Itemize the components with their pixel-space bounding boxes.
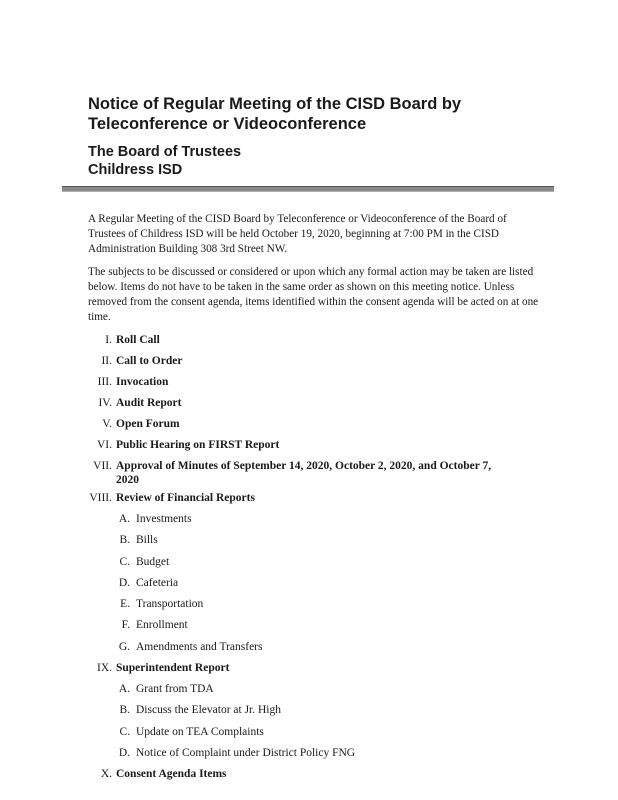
agenda-subitem-label: Cafeteria bbox=[136, 576, 179, 589]
agenda-item-number: X. bbox=[100, 768, 112, 781]
agenda-subitem-label: Enrollment bbox=[136, 619, 188, 632]
agenda-subitem-letter: G. bbox=[118, 640, 130, 653]
agenda-subitem-label: Notice of Complaint under District Policy FNG bbox=[136, 746, 356, 759]
agenda-subitem bbox=[0, 512, 618, 530]
agenda-item-number: I. bbox=[105, 334, 112, 346]
agenda-item-number: III. bbox=[97, 376, 112, 388]
agenda-subitem-letter: D. bbox=[118, 746, 130, 759]
agenda-item-label: Roll Call bbox=[116, 334, 160, 346]
agenda-item bbox=[0, 417, 618, 435]
agenda-item bbox=[0, 375, 618, 393]
agenda-list bbox=[0, 333, 618, 788]
agenda-subitem bbox=[0, 640, 618, 658]
agenda-notice: The subjects to be discussed or considered or upon which any formal action may be taken are listed below. Items do not have to be taken in the same order as shown on this meeting notice. Unless removed from the consent agenda, items identified within the consent agenda will be acted on at one time. bbox=[88, 266, 539, 323]
agenda-item-label: Audit Report bbox=[116, 397, 182, 409]
agenda-subitem-letter: D. bbox=[118, 576, 130, 589]
agenda-subitem-label: Budget bbox=[136, 555, 170, 568]
agenda-item-number: VIII. bbox=[89, 492, 112, 504]
agenda-item-number: VI. bbox=[96, 439, 112, 451]
agenda-subitem bbox=[0, 725, 618, 743]
document-title: Notice of Regular Meeting of the CISD Board by Teleconference or Videoconference bbox=[88, 95, 462, 133]
agenda-item-number: II. bbox=[101, 355, 112, 367]
agenda-item bbox=[0, 354, 618, 372]
agenda-item bbox=[0, 396, 618, 414]
agenda-subitem bbox=[0, 533, 618, 551]
agenda-item bbox=[0, 459, 618, 487]
agenda-item-number: V. bbox=[102, 418, 112, 430]
agenda-subitem-label: Discuss the Elevator at Jr. High bbox=[136, 704, 282, 717]
agenda-item-label: Invocation bbox=[116, 376, 169, 388]
agenda-subitem-label: Investments bbox=[136, 513, 192, 525]
agenda-subitem-letter: B. bbox=[119, 534, 130, 547]
agenda-subitem-label: Bills bbox=[136, 534, 158, 547]
agenda-subitem-letter: E. bbox=[120, 598, 130, 611]
agenda-item-label: Consent Agenda Items bbox=[116, 768, 227, 781]
agenda-item-number: IV. bbox=[98, 397, 112, 409]
board-heading bbox=[88, 143, 528, 179]
agenda-subitem-letter: B. bbox=[119, 704, 130, 717]
horizontal-rule bbox=[62, 186, 554, 192]
agenda-item bbox=[0, 438, 618, 456]
agenda-item-label: Approval of Minutes of September 14, 2020, October 2, 2020, and October 7, 2020 bbox=[116, 460, 492, 486]
agenda-item bbox=[0, 661, 618, 679]
agenda-item bbox=[0, 333, 618, 351]
agenda-subitem bbox=[0, 746, 618, 764]
agenda-subitem-label: Amendments and Transfers bbox=[136, 640, 263, 653]
agenda-item bbox=[0, 491, 618, 509]
agenda-subitem-letter: C. bbox=[119, 725, 130, 738]
agenda-item-number: IX. bbox=[96, 662, 112, 675]
agenda-subitem bbox=[0, 576, 618, 594]
agenda-item-label: Open Forum bbox=[116, 418, 180, 430]
agenda-subitem-label: Update on TEA Complaints bbox=[136, 725, 264, 738]
board-name: The Board of Trustees bbox=[88, 144, 242, 160]
agenda-subitem-label: Transportation bbox=[136, 598, 204, 611]
agenda-subitem bbox=[0, 555, 618, 573]
agenda-subitem-letter: F. bbox=[121, 619, 130, 632]
agenda-subitem bbox=[0, 682, 618, 700]
agenda-subitem-letter: A. bbox=[118, 683, 130, 696]
agenda-subitem bbox=[0, 618, 618, 636]
meeting-announcement: A Regular Meeting of the CISD Board by Teleconference or Videoconference of the Board of Trustees of Childress ISD will be held October 19, 2020, beginning at 7:00 PM in the CISD Administration Building 308 3rd Street NW. bbox=[88, 213, 507, 255]
agenda-item-label: Review of Financial Reports bbox=[116, 492, 255, 504]
agenda-subitem-label: Grant from TDA bbox=[136, 683, 214, 696]
agenda-item bbox=[0, 767, 618, 785]
agenda-item-number: VII. bbox=[93, 460, 112, 472]
agenda-subitem bbox=[0, 597, 618, 615]
agenda-item-label: Public Hearing on FIRST Report bbox=[116, 439, 280, 451]
agenda-item-label: Call to Order bbox=[116, 355, 183, 367]
agenda-subitem bbox=[0, 703, 618, 721]
agenda-subitem-letter: C. bbox=[119, 555, 130, 568]
agenda-subitem-letter: A. bbox=[118, 513, 130, 525]
agenda-item-label: Superintendent Report bbox=[116, 662, 230, 675]
district-name: Childress ISD bbox=[88, 162, 183, 178]
